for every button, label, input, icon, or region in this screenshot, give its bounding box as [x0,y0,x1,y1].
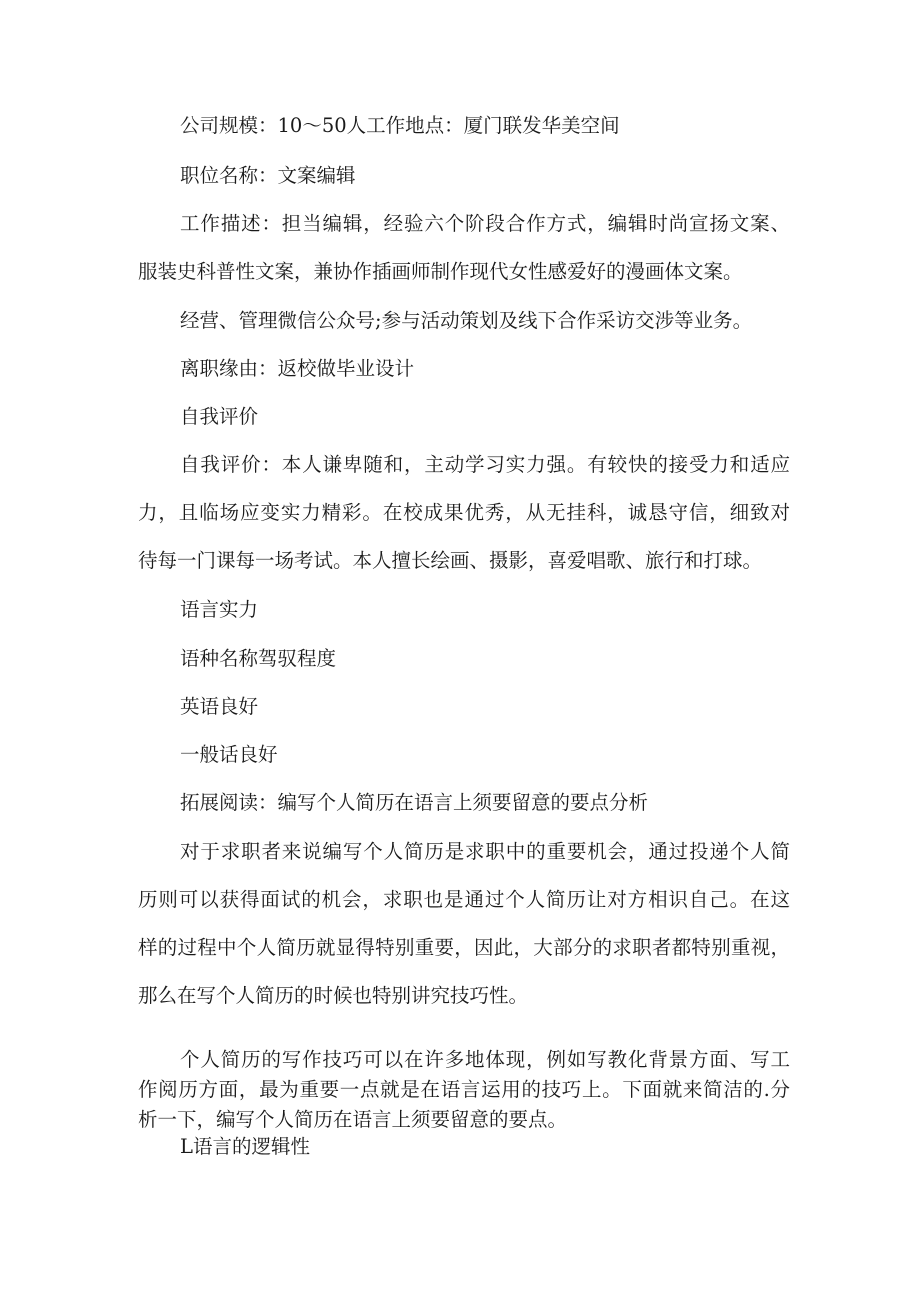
wechat-management-line: 经营、管理微信公众号;参与活动策划及线下合作采访交涉等业务。 [180,309,753,332]
leaving-reason-line: 离职缘由：返校做毕业设计 [180,357,415,380]
logic-section-heading: L语言的逻辑性 [180,1135,310,1158]
company-size-line: 公司规模：10～50人工作地点：厦门联发华美空间 [180,114,620,137]
language-table-header: 语种名称驾驭程度 [180,647,337,670]
self-evaluation-paragraph: 自我评价：本人谦卑随和，主动学习实力强。有较快的接受力和适应 力，且临场应变实力精彩。在校成果优秀，从无挂科，诚恳守信，细致对 待每一门课每一场考试。本人擅长绘画、摄影，喜爱唱歌、旅行和打球。 [138,453,790,572]
language-skills-heading: 语言实力 [180,598,259,621]
intro-paragraph: 对于求职者来说编写个人简历是求职中的重要机会，通过投递个人简 历则可以获得面试的机会，求职也是通过个人简历让对方相识自己。在这 样的过程中个人简历就显得特别重要，因此，大部分的求职者都特别重视， 那么在写个人简历的时候也特别讲究技巧性。 [138,840,790,1007]
self-evaluation-heading: 自我评价 [180,405,259,428]
mandarin-level-line: 一般话良好 [180,743,278,766]
writing-skills-paragraph: 个人简历的写作技巧可以在许多地体现，例如写教化背景方面、写工 作阅历方面，最为重要一点就是在语言运用的技巧上。下面就来简洁的.分 析一下，编写个人简历在语言上须要留意的要点。 [138,1048,790,1131]
position-title-line: 职位名称：文案编辑 [180,164,356,187]
english-level-line: 英语良好 [180,695,259,718]
job-description-paragraph: 工作描述：担当编辑，经验六个阶段合作方式，编辑时尚宣扬文案、 服装史科普性文案，兼协作插画师制作现代女性感爱好的漫画体文案。 [138,212,790,283]
extended-reading-title: 拓展阅读：编写个人简历在语言上须要留意的要点分析 [180,791,649,814]
